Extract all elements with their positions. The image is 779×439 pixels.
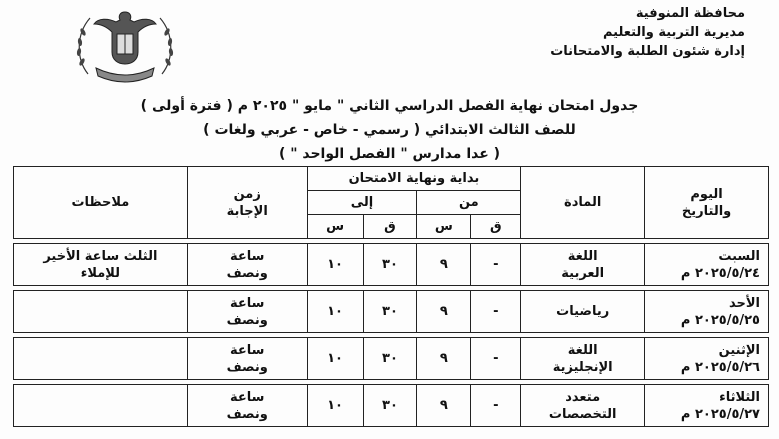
day-date-cell xyxy=(645,385,769,427)
from-hour-header: س xyxy=(417,215,471,239)
day-name: الإثنين xyxy=(718,342,760,358)
from-minute-header: ق xyxy=(471,215,521,239)
subject-cell xyxy=(521,244,645,286)
duration-line-2: ونصف xyxy=(226,312,268,328)
from-header: من xyxy=(417,191,521,215)
duration-header xyxy=(187,167,307,239)
issuing-authority xyxy=(550,4,745,61)
from-hour-cell: ٩ xyxy=(417,338,471,380)
document-titles xyxy=(0,94,779,166)
notes-cell xyxy=(14,385,188,427)
day-name: الثلاثاء xyxy=(719,389,760,405)
notes-cell xyxy=(14,338,188,380)
subject-line-2: التخصصات xyxy=(548,406,617,422)
subject-cell xyxy=(521,291,645,333)
subject-line-1: متعدد xyxy=(565,389,601,405)
from-minute-cell: - xyxy=(471,338,521,380)
subject-line-1: اللغة xyxy=(567,248,598,264)
subject-cell xyxy=(521,338,645,380)
table-row xyxy=(14,385,769,427)
from-minute-cell: - xyxy=(471,244,521,286)
to-hour-cell: ١٠ xyxy=(307,385,363,427)
title-line-1: جدول امتحان نهاية الفصل الدراسي الثاني " مايو " ٢٠٢٥ م ( فترة أولى ) xyxy=(140,98,639,114)
day-date-header xyxy=(645,167,769,239)
title-line-3: ( عدا مدارس " الفصل الواحد " ) xyxy=(278,146,501,162)
notes-header: ملاحظات xyxy=(14,167,188,239)
duration-line-1: ساعة xyxy=(229,295,265,311)
to-minute-cell: ٣٠ xyxy=(363,291,417,333)
duration-line-1: ساعة xyxy=(229,248,265,264)
duration-line-2: ونصف xyxy=(226,359,268,375)
from-hour-cell: ٩ xyxy=(417,244,471,286)
notes-cell xyxy=(14,244,188,286)
governorate-name: محافظة المنوفية xyxy=(635,6,745,21)
subject-cell xyxy=(521,385,645,427)
to-hour-cell: ١٠ xyxy=(307,338,363,380)
to-minute-cell: ٣٠ xyxy=(363,338,417,380)
exam-date: ٢٠٢٥/٥/٢٦ م xyxy=(680,359,760,375)
to-hour-cell: ١٠ xyxy=(307,291,363,333)
duration-cell xyxy=(187,385,307,427)
notes-line-1: الثلث ساعة الأخير xyxy=(43,248,158,264)
exam-date: ٢٠٢٥/٥/٢٧ م xyxy=(680,406,760,422)
to-hour-header: س xyxy=(307,215,363,239)
duration-line-1: ساعة xyxy=(229,342,265,358)
exam-date: ٢٠٢٥/٥/٢٤ م xyxy=(680,265,760,281)
subject-line-1: اللغة xyxy=(567,342,598,358)
table-row xyxy=(14,244,769,286)
from-hour-cell: ٩ xyxy=(417,291,471,333)
duration-line-1: ساعة xyxy=(229,389,265,405)
day-header-label: اليوم xyxy=(690,186,723,202)
duration-line-2: ونصف xyxy=(226,406,268,422)
title-line-2: للصف الثالث الابتدائي ( رسمي - خاص - عربي ولغات ) xyxy=(203,122,576,138)
subject-line-2: العربية xyxy=(561,265,605,281)
to-minute-header: ق xyxy=(363,215,417,239)
to-hour-cell: ١٠ xyxy=(307,244,363,286)
duration-line-2: ونصف xyxy=(226,265,268,281)
department-name: إدارة شئون الطلبة والامتحانات xyxy=(550,44,745,59)
to-minute-cell: ٣٠ xyxy=(363,385,417,427)
day-date-cell xyxy=(645,291,769,333)
eagle-emblem-icon xyxy=(68,4,182,86)
to-header: إلى xyxy=(307,191,417,215)
exam-date: ٢٠٢٥/٥/٢٥ م xyxy=(680,312,760,328)
date-header-label: والتاريخ xyxy=(681,203,732,219)
from-hour-cell: ٩ xyxy=(417,385,471,427)
day-name: السبت xyxy=(718,248,760,264)
from-minute-cell: - xyxy=(471,291,521,333)
directorate-name: مديرية التربية والتعليم xyxy=(602,25,745,40)
exam-schedule-table xyxy=(13,166,769,427)
from-minute-cell: - xyxy=(471,385,521,427)
table-row xyxy=(14,291,769,333)
table-row xyxy=(14,338,769,380)
subject-header: المادة xyxy=(521,167,645,239)
notes-cell xyxy=(14,291,188,333)
to-minute-cell: ٣٠ xyxy=(363,244,417,286)
duration-cell xyxy=(187,291,307,333)
duration-header-line-2: الإجابة xyxy=(226,203,268,219)
notes-line-2: للإملاء xyxy=(80,265,121,281)
subject-line-2: رياضيات xyxy=(556,304,610,319)
day-name: الأحد xyxy=(728,295,760,311)
exam-window-header: بداية ونهاية الامتحان xyxy=(307,167,521,191)
day-date-cell xyxy=(645,244,769,286)
duration-cell xyxy=(187,244,307,286)
duration-header-line-1: زمن xyxy=(233,186,261,202)
subject-line-2: الإنجليزية xyxy=(552,359,613,375)
day-date-cell xyxy=(645,338,769,380)
duration-cell xyxy=(187,338,307,380)
